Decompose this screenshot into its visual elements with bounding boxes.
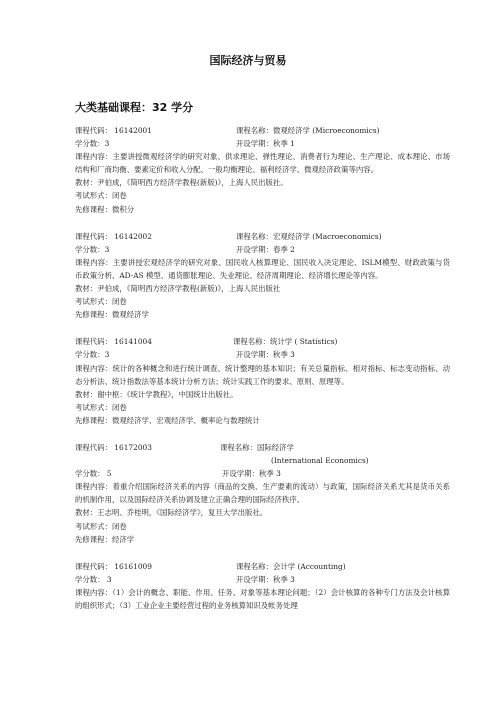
course-term: 开设学期：春季 2 (236, 244, 295, 254)
section-heading: 大类基础课程：32 学分 (75, 101, 194, 114)
course-textbook: 教材：王志明、乔桂明，《国际经济学》，复旦大学出版社。 (75, 508, 268, 518)
course-credits: 学分数：3 (75, 350, 110, 360)
course-code: 课程代码： 16141004 (75, 337, 152, 347)
course-name-continued: (International Economics) (271, 456, 369, 466)
course-content: 课程内容：统计的各种概念和进行统计调查、统计整理的基本知识；有关总量指标、相对指标、标志变动指标、动态分析法、统计指数法等基本统计分析方法；统计实践工作的要求、原则、原理等。 (75, 363, 450, 386)
course-prereq: 先修课程：微观经济学 (75, 310, 149, 320)
document-title: 国际经济与贸易 (209, 54, 287, 67)
course-meta-row (75, 573, 450, 586)
course-entry (75, 560, 450, 612)
course-exam: 考试形式：闭卷 (75, 191, 127, 201)
course-prereq: 先修课程：微观经济学、宏观经济学、概率论与数理统计 (75, 415, 260, 425)
course-meta-row (75, 243, 450, 256)
course-term: 开设学期：秋季 3 (236, 350, 295, 360)
course-entry (75, 441, 450, 546)
course-textbook: 教材：谢中枢：《统计学教程》，中国统计出版社。 (75, 389, 238, 399)
course-header-row (75, 124, 450, 137)
course-code: 课程代码： 16142001 (75, 126, 152, 135)
course-entry (75, 230, 450, 322)
course-name: 课程名称：统计学 ( Statistics) (233, 337, 338, 347)
course-entry (75, 124, 450, 216)
course-credits: 学分数：3 (75, 244, 110, 254)
course-name: 课程名称：国际经济学 (220, 442, 294, 452)
course-prereq: 先修课程：微积分 (75, 204, 135, 214)
course-term: 开设学期：秋季 3 (236, 574, 295, 584)
course-code: 课程代码： 16172003 (75, 442, 152, 452)
course-term: 开设学期：秋季 1 (236, 139, 295, 149)
course-header-row (75, 335, 450, 348)
course-header-row (75, 560, 450, 573)
course-term: 开设学期：秋季 3 (222, 469, 281, 479)
course-exam: 考试形式：闭卷 (75, 297, 127, 307)
course-content: 课程内容：着重介绍国际经济关系的内容（商品的交换、生产要素的流动）与政策，国际经济关系尤其是货币关系的机制作用，以及国际经济关系协调及建立正确合理的国际经济秩序。 (75, 482, 450, 505)
course-content: 课程内容：主要讲授微观经济学的研究对象、供求理论、弹性理论、消费者行为理论、生产理论、成本理论、市场结构和厂商均衡、要素定价和收入分配、一般均衡理论、福利经济学、微观经济政策等内容。 (75, 152, 450, 175)
course-meta-row (75, 348, 450, 361)
course-header-row (75, 230, 450, 243)
course-meta-row (75, 137, 450, 150)
course-prereq: 先修课程：经济学 (75, 534, 135, 544)
course-content: 课程内容：（1）会计的概念、职能、作用、任务、对象等基本理论问题；（2）会计核算的各种专门方法及会计核算的组织形式；（3）工业企业主要经营过程的业务核算知识及帐务处理 (75, 587, 450, 610)
course-textbook: 教材：尹伯成，《简明西方经济学教程(新版)》，上海人民出版社 (75, 284, 281, 294)
course-credits: 学分数： 5 (75, 469, 112, 479)
course-entry (75, 335, 450, 427)
course-textbook: 教材：尹伯成，《简明西方经济学教程(新版)》，上海人民出版社。 (75, 178, 288, 188)
course-code: 课程代码： 16161009 (75, 561, 152, 571)
course-name: 课程名称：会计学 (Accounting) (236, 561, 346, 571)
course-content: 课程内容：主要讲授宏观经济学的研究对象、国民收入核算理论、国民收入决定理论、ISLM模型、财政政策与货币政策分析、AD-AS 模型、通货膨胀理论、失业理论、经济周期理论、经济增长理论等内容。 (75, 257, 450, 280)
course-meta-row (75, 467, 450, 480)
course-credits: 学分数：3 (75, 139, 110, 149)
course-code: 课程代码： 16142002 (75, 231, 152, 241)
course-list (75, 124, 450, 626)
course-name: 课程名称：宏观经济学 (Macroeconomics) (236, 231, 382, 241)
course-credits: 学分数： 3 (75, 574, 112, 584)
course-exam: 考试形式：闭卷 (75, 402, 127, 412)
course-exam: 考试形式：闭卷 (75, 521, 127, 531)
course-header-row (75, 441, 450, 454)
course-name: 课程名称：微观经济学 (Microeconomics) (236, 126, 380, 135)
